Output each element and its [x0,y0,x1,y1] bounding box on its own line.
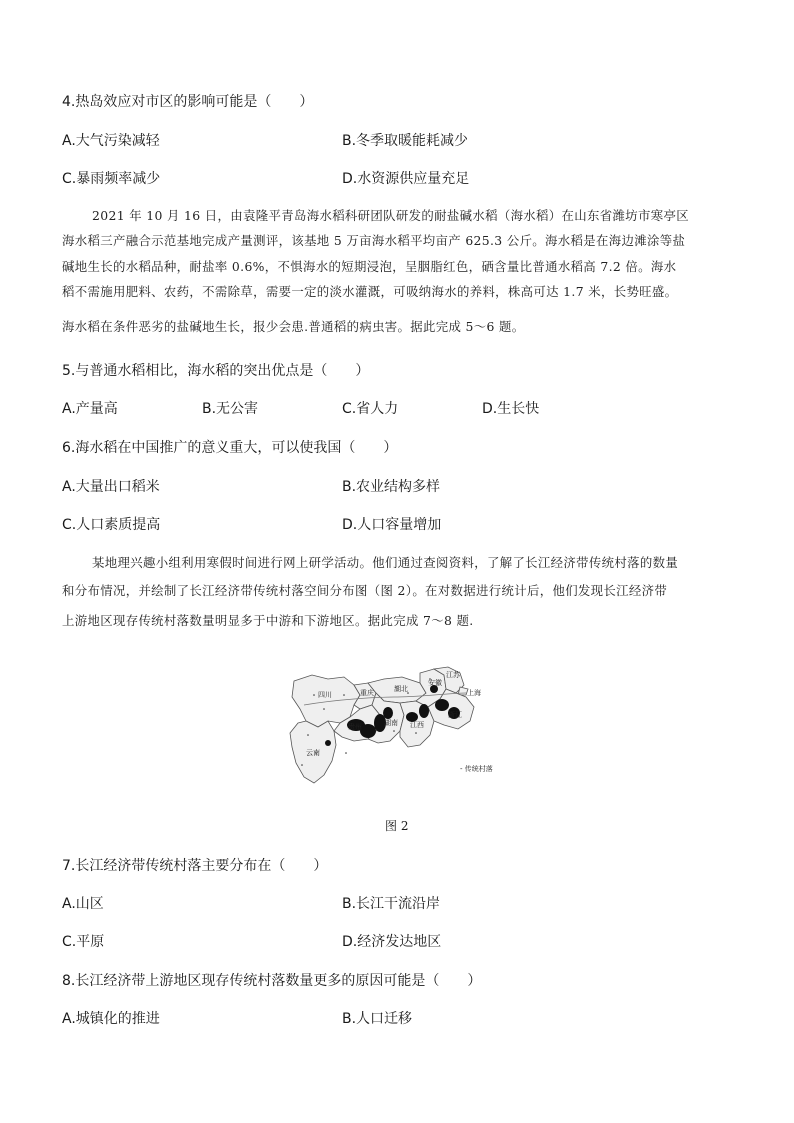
map-label-jiangxi: 江西 [410,721,424,729]
village-point [415,732,417,734]
question-5-option-b[interactable]: B.无公害 [202,401,259,417]
passage-line: 和分布情况，并绘制了长江经济带传统村落空间分布图（图 2）。在对数据进行统计后，他们发现长江经济带 [62,583,668,598]
village-cluster [383,707,393,719]
village-point [345,752,347,754]
map-label-jiangsu: 江苏 [446,671,460,679]
map-label-shanghai: 上海 [467,689,481,697]
passage-line: 海水稻三产融合示范基地完成产量测评，该基地 5 万亩海水稻平均亩产 625.3 公斤。海水稻是在海边滩涂等盐 [62,233,686,248]
passage-traditional-villages [62,553,738,633]
passage-sea-rice [62,206,738,336]
map-label-hunan: 湖南 [384,719,398,727]
question-8-option-a[interactable]: A.城镇化的推进 [62,1011,160,1027]
question-7-option-d[interactable]: D.经济发达地区 [342,934,442,950]
map-graphic [284,665,508,793]
question-5-option-d[interactable]: D.生长快 [482,401,540,417]
question-4-option-c[interactable]: C.暴雨频率减少 [62,171,161,187]
question-7-stem: 7.长江经济带传统村落主要分布在（ ） [62,858,328,874]
question-5-option-a[interactable]: A.产量高 [62,401,118,417]
question-7-option-b[interactable]: B.长江干流沿岸 [342,896,441,912]
village-point [313,694,315,696]
question-5-option-c[interactable]: C.省人力 [342,401,399,417]
yangtze-economic-belt-map [284,665,508,793]
map-label-chongqing: 重庆 [360,689,374,697]
question-6-option-c[interactable]: C.人口素质提高 [62,517,161,533]
figure-caption: 图 2 [385,819,409,833]
question-6-stem: 6.海水稻在中国推广的意义重大，可以使我国（ ） [62,440,398,456]
question-4-option-a[interactable]: A.大气污染减轻 [62,133,160,149]
map-label-guizhou: 贵州 [348,723,362,731]
passage-line: 2021 年 10 月 16 日，由袁隆平青岛海水稻科研团队研发的耐盐碱水稻（海水稻）在山东省潍坊市寒亭区 [92,208,689,223]
question-4-option-d[interactable]: D.水资源供应量充足 [342,171,470,187]
map-label-zhejiang: 浙江 [448,711,462,719]
village-cluster [360,724,376,738]
village-point [343,694,345,696]
passage-line: 某地理兴趣小组利用寒假时间进行网上研学活动。他们通过查阅资料，了解了长江经济带传统村落的数量 [92,555,679,570]
passage-line: 上游地区现存传统村落数量明显多于中游和下游地区。据此完成 7～8 题. [62,613,474,628]
passage-line: 稻不需施用肥料、农药，不需除草，需要一定的淡水灌溉，可吸纳海水的养料，株高可达 1.7 米，长势旺盛。 [62,284,678,299]
question-7-option-c[interactable]: C.平原 [62,934,105,950]
village-point [307,734,309,736]
question-8-option-b[interactable]: B.人口迁移 [342,1011,413,1027]
village-cluster [419,704,429,718]
question-5-stem: 5.与普通水稻相比，海水稻的突出优点是（ ） [62,363,370,379]
map-legend: - 传统村落 [460,765,493,773]
question-8-stem: 8.长江经济带上游地区现存传统村落数量更多的原因可能是（ ） [62,973,482,989]
passage-line: 碱地生长的水稻品种，耐盐率 0.6%，不惧海水的短期浸泡，呈胭脂红色，硒含量比普通水稻高 7.2 倍。海水 [62,259,677,274]
village-point [323,708,325,710]
map-label-anhui: 安徽 [428,679,442,687]
map-label-yunnan: 云南 [306,749,320,757]
passage-line: 海水稻在条件恶劣的盐碱地生长，报少会患.普通稻的病虫害。据此完成 5～6 题。 [62,319,525,334]
question-4-stem: 4.热岛效应对市区的影响可能是（ ） [62,94,314,110]
question-4-option-b[interactable]: B.冬季取暖能耗减少 [342,133,469,149]
map-label-hubei: 湖北 [394,685,408,693]
question-7-option-a[interactable]: A.山区 [62,896,104,912]
question-6-option-b[interactable]: B.农业结构多样 [342,479,441,495]
village-point [301,764,303,766]
map-label-sichuan: 四川 [318,691,332,699]
village-cluster [435,699,449,711]
village-point [393,730,395,732]
village-cluster [325,740,331,746]
question-6-option-d[interactable]: D.人口容量增加 [342,517,442,533]
question-6-option-a[interactable]: A.大量出口稻米 [62,479,160,495]
